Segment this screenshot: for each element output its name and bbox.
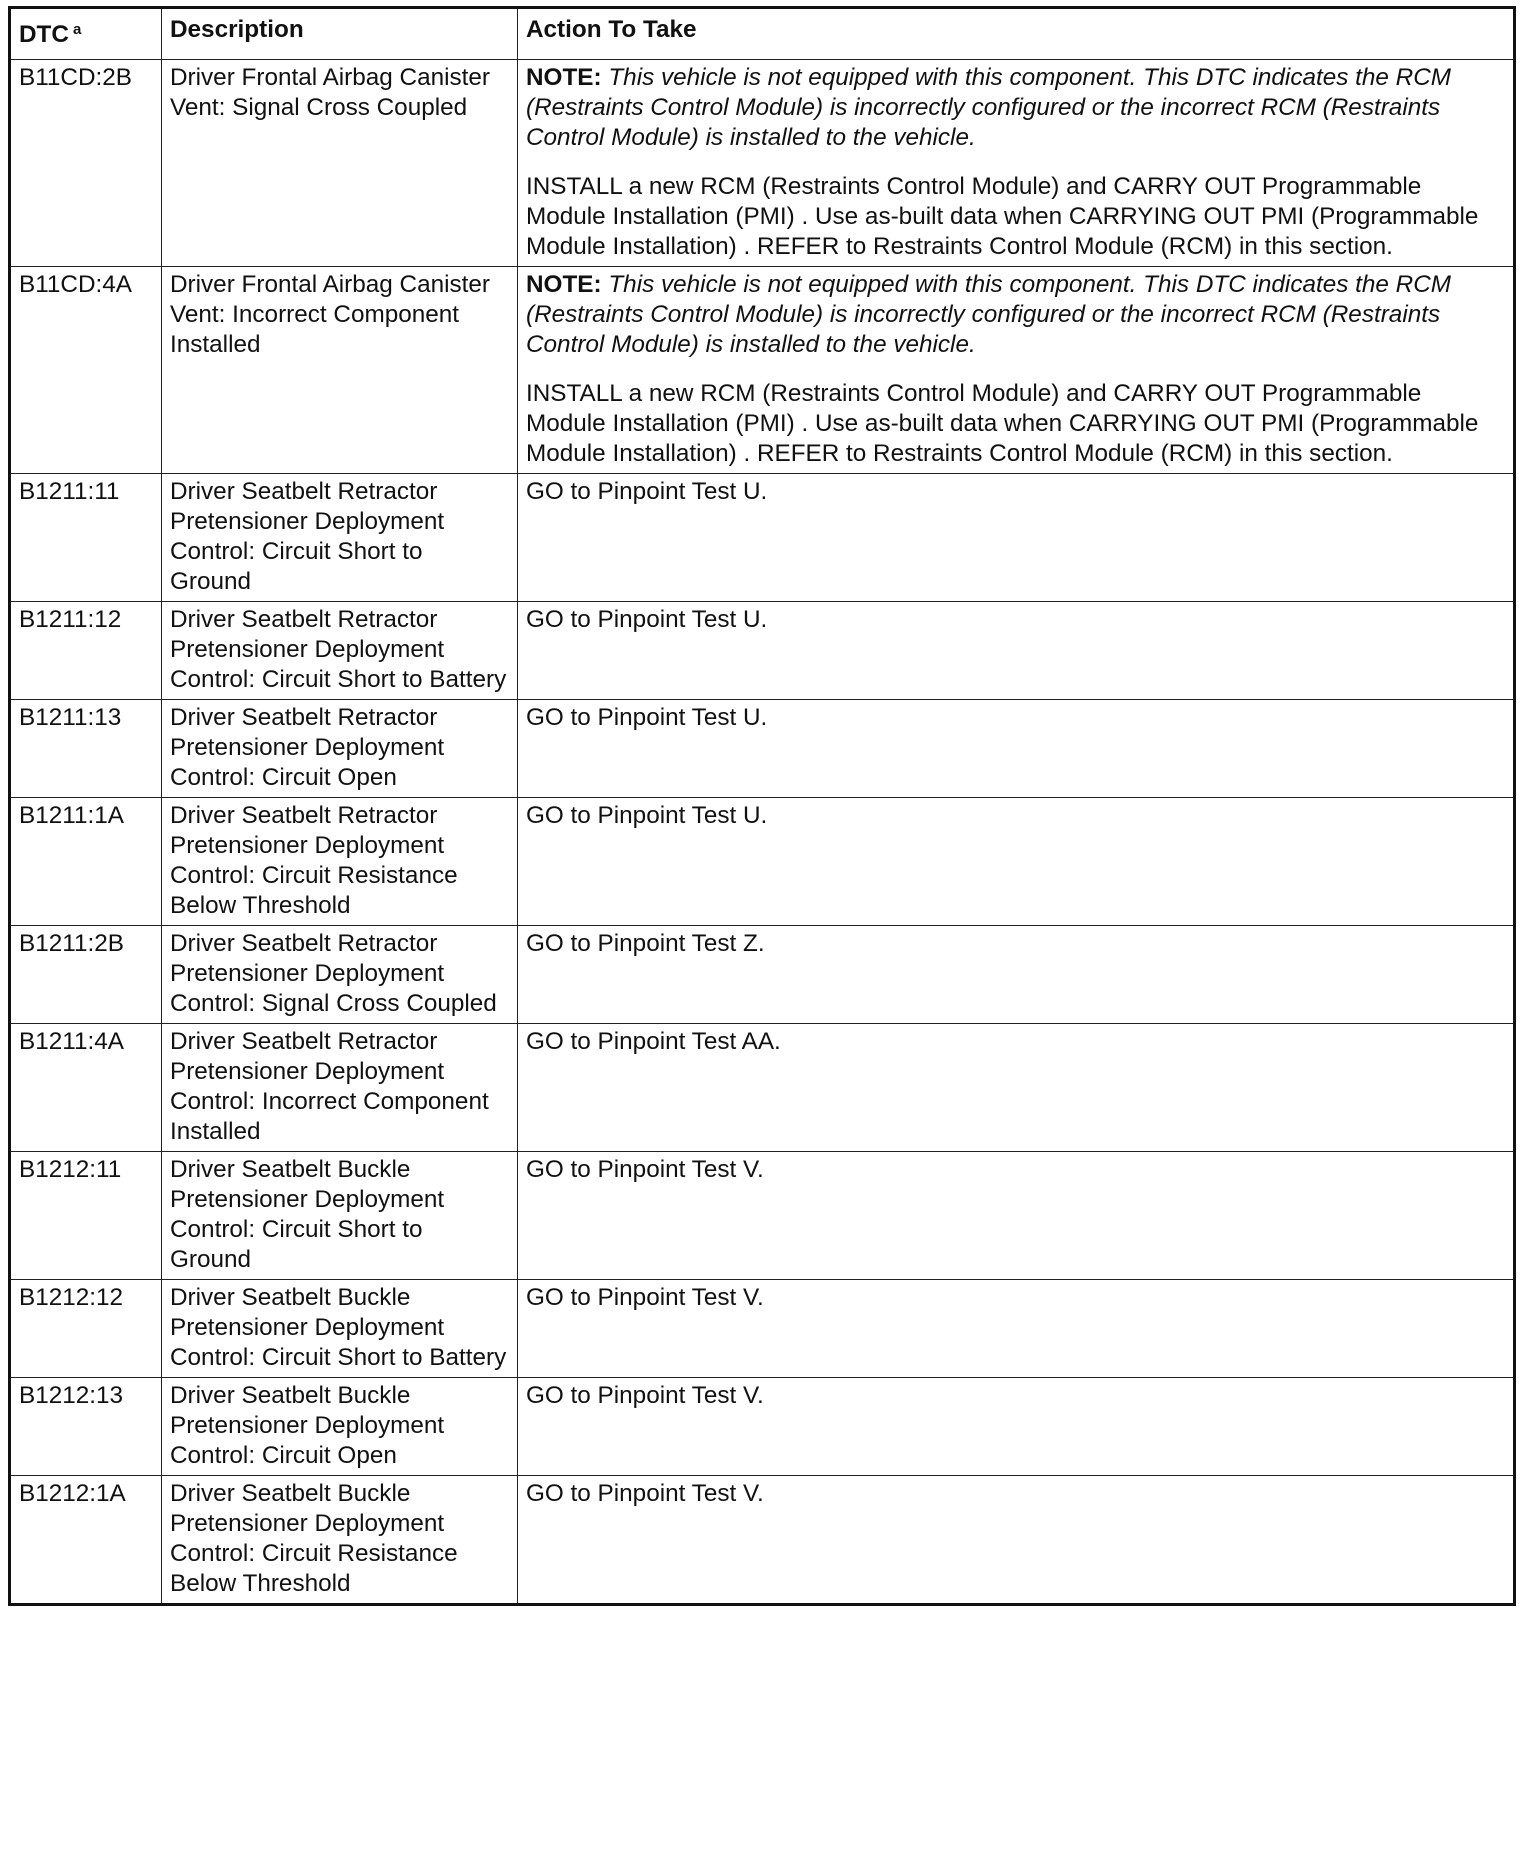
dtc-description: Driver Seatbelt Buckle Pretensioner Deployment Control: Circuit Short to Ground <box>162 1152 518 1280</box>
dtc-action: GO to Pinpoint Test V. <box>518 1476 1515 1605</box>
dtc-description: Driver Seatbelt Retractor Pretensioner Deployment Control: Circuit Short to Ground <box>162 474 518 602</box>
table-row <box>10 1378 1515 1476</box>
table-row <box>10 1024 1515 1152</box>
dtc-action: GO to Pinpoint Test V. <box>518 1378 1515 1476</box>
note-label: NOTE: <box>526 64 602 91</box>
dtc-code: B1212:13 <box>10 1378 162 1476</box>
dtc-code: B1211:11 <box>10 474 162 602</box>
table-row <box>10 267 1515 474</box>
dtc-code: B11CD:4A <box>10 267 162 474</box>
table-row <box>10 1476 1515 1605</box>
dtc-description: Driver Frontal Airbag Canister Vent: Incorrect Component Installed <box>162 267 518 474</box>
dtc-description: Driver Seatbelt Buckle Pretensioner Deployment Control: Circuit Resistance Below Threshold <box>162 1476 518 1605</box>
action-paragraph: INSTALL a new RCM (Restraints Control Module) and CARRY OUT Programmable Module Installation (PMI) . Use as-built data when CARRYING OUT PMI (Programmable Module Installation) . REFER to Restraints Control Module (RCM) in this section. <box>526 380 1479 467</box>
table-row <box>10 926 1515 1024</box>
note-paragraph <box>526 63 1506 153</box>
note-label: NOTE: <box>526 271 602 298</box>
table-row <box>10 1280 1515 1378</box>
dtc-action <box>518 60 1515 267</box>
dtc-description: Driver Seatbelt Buckle Pretensioner Deployment Control: Circuit Short to Battery <box>162 1280 518 1378</box>
header-description: Description <box>162 8 518 60</box>
table-header-row <box>10 8 1515 60</box>
dtc-action <box>518 267 1515 474</box>
dtc-action: GO to Pinpoint Test V. <box>518 1280 1515 1378</box>
dtc-action: GO to Pinpoint Test U. <box>518 602 1515 700</box>
dtc-code: B1212:12 <box>10 1280 162 1378</box>
document-page <box>8 6 1513 1606</box>
dtc-description: Driver Frontal Airbag Canister Vent: Signal Cross Coupled <box>162 60 518 267</box>
dtc-code: B1211:4A <box>10 1024 162 1152</box>
header-dtc-label: DTC <box>19 21 69 48</box>
header-dtc <box>10 8 162 60</box>
table-row <box>10 1152 1515 1280</box>
dtc-description: Driver Seatbelt Retractor Pretensioner Deployment Control: Circuit Open <box>162 700 518 798</box>
dtc-description: Driver Seatbelt Retractor Pretensioner Deployment Control: Circuit Resistance Below Threshold <box>162 798 518 926</box>
dtc-code: B1211:12 <box>10 602 162 700</box>
table-row <box>10 700 1515 798</box>
table-row <box>10 798 1515 926</box>
dtc-description: Driver Seatbelt Buckle Pretensioner Deployment Control: Circuit Open <box>162 1378 518 1476</box>
dtc-table <box>8 6 1516 1606</box>
table-row <box>10 474 1515 602</box>
header-action: Action To Take <box>518 8 1515 60</box>
note-paragraph <box>526 270 1506 360</box>
dtc-code: B1211:1A <box>10 798 162 926</box>
table-row <box>10 602 1515 700</box>
dtc-action: GO to Pinpoint Test U. <box>518 700 1515 798</box>
action-paragraph: INSTALL a new RCM (Restraints Control Module) and CARRY OUT Programmable Module Installation (PMI) . Use as-built data when CARRYING OUT PMI (Programmable Module Installation) . REFER to Restraints Control Module (RCM) in this section. <box>526 173 1479 260</box>
dtc-action: GO to Pinpoint Test U. <box>518 798 1515 926</box>
dtc-code: B1211:2B <box>10 926 162 1024</box>
note-text: This vehicle is not equipped with this component. This DTC indicates the RCM (Restraints Control Module) is incorrectly configured or the incorrect RCM (Restraints Control Module) is installed to the vehicle. <box>526 271 1452 358</box>
dtc-code: B1212:1A <box>10 1476 162 1605</box>
dtc-description: Driver Seatbelt Retractor Pretensioner Deployment Control: Signal Cross Coupled <box>162 926 518 1024</box>
dtc-action: GO to Pinpoint Test V. <box>518 1152 1515 1280</box>
dtc-action: GO to Pinpoint Test AA. <box>518 1024 1515 1152</box>
dtc-description: Driver Seatbelt Retractor Pretensioner Deployment Control: Incorrect Component Installed <box>162 1024 518 1152</box>
table-row <box>10 60 1515 267</box>
dtc-code: B11CD:2B <box>10 60 162 267</box>
dtc-code: B1211:13 <box>10 700 162 798</box>
note-text: This vehicle is not equipped with this component. This DTC indicates the RCM (Restraints Control Module) is incorrectly configured or the incorrect RCM (Restraints Control Module) is installed to the vehicle. <box>526 64 1452 151</box>
dtc-description: Driver Seatbelt Retractor Pretensioner Deployment Control: Circuit Short to Battery <box>162 602 518 700</box>
dtc-code: B1212:11 <box>10 1152 162 1280</box>
dtc-action: GO to Pinpoint Test U. <box>518 474 1515 602</box>
header-dtc-footnote: a <box>72 21 82 38</box>
dtc-action: GO to Pinpoint Test Z. <box>518 926 1515 1024</box>
